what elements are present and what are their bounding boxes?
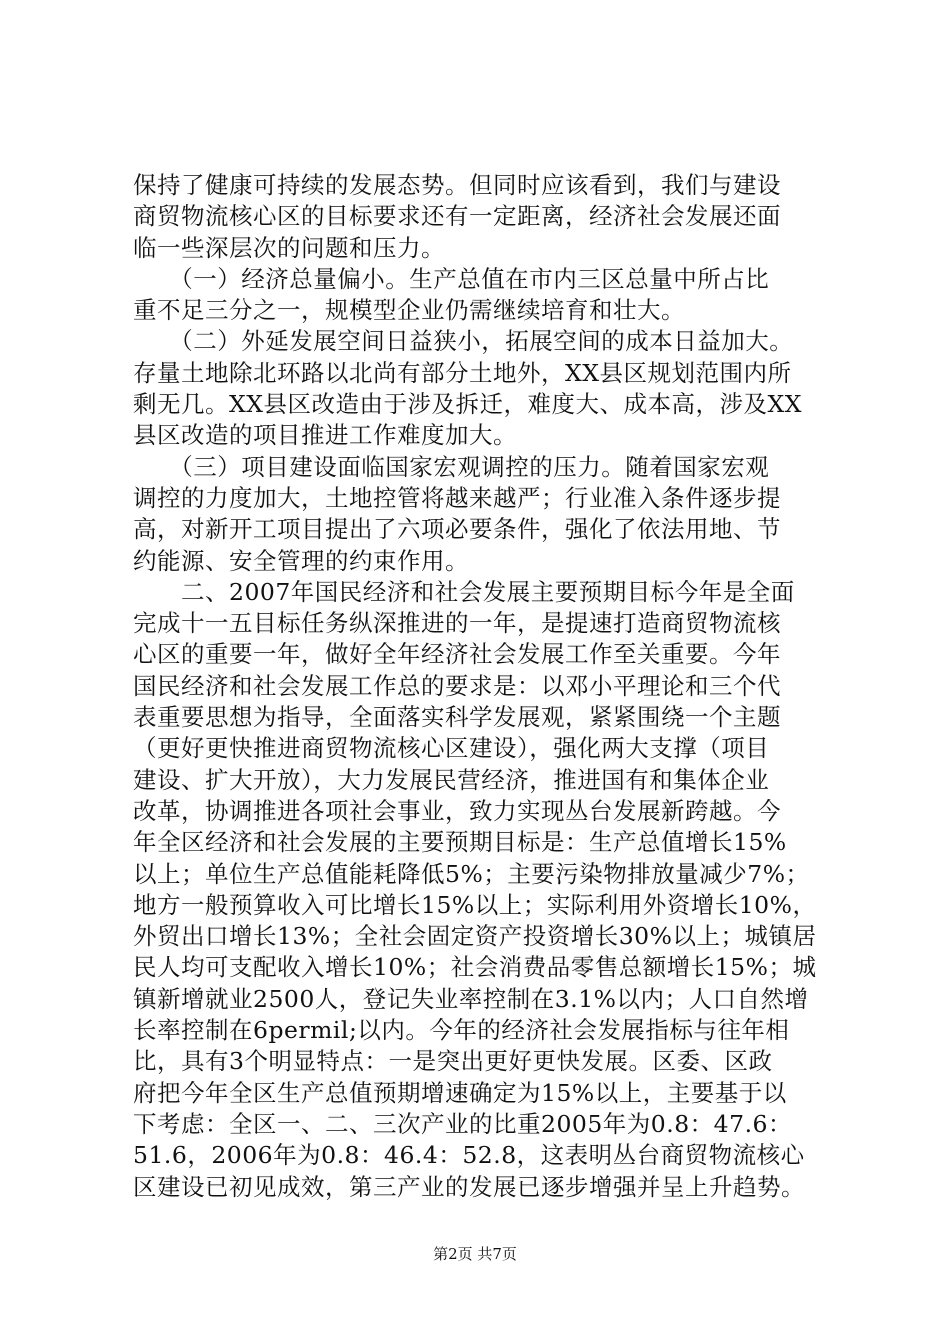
text-line: （一）经济总量偏小。生产总值在市内三区总量中所占比: [133, 264, 770, 293]
text-line: 建设、扩大开放），大力发展民营经济，推进国有和集体企业: [133, 765, 770, 794]
text-line: 国民经济和社会发展工作总的要求是：以邓小平理论和三个代: [133, 671, 781, 700]
text-line: 临一些深层次的问题和压力。: [133, 233, 445, 262]
text-line: 外贸出口增长13%；全社会固定资产投资增长30%以上；城镇居: [133, 922, 817, 951]
text-line: 商贸物流核心区的目标要求还有一定距离，经济社会发展还面: [133, 202, 781, 231]
text-line: 以上；单位生产总值能耗降低5%；主要污染物排放量减少7%；: [133, 859, 810, 888]
text-line: 长率控制在6permil;以内。今年的经济社会发展指标与往年相: [133, 1016, 790, 1045]
text-line: 51.6，2006年为0.8：46.4：52.8，这表明丛台商贸物流核心: [133, 1141, 805, 1170]
text-line: 重不足三分之一，规模型企业仍需继续培育和壮大。: [133, 296, 685, 325]
text-line: 调控的力度加大，土地控管将越来越严；行业准入条件逐步提: [133, 483, 781, 512]
document-body: [133, 170, 845, 1203]
text-line: 高，对新开工项目提出了六项必要条件，强化了依法用地、节: [133, 515, 781, 544]
text-line: 县区改造的项目推进工作难度加大。: [133, 421, 517, 450]
text-line: （三）项目建设面临国家宏观调控的压力。随着国家宏观: [133, 452, 770, 481]
text-line: 下考虑：全区一、二、三次产业的比重2005年为0.8：47.6：: [133, 1109, 793, 1138]
text-line: 府把今年全区生产总值预期增速确定为15%以上，主要基于以: [133, 1078, 787, 1107]
text-line: 心区的重要一年，做好全年经济社会发展工作至关重要。今年: [133, 640, 781, 669]
text-line: 存量土地除北环路以北尚有部分土地外，XX县区规划范围内所: [133, 358, 792, 387]
text-line: 改革，协调推进各项社会事业，致力实现丛台发展新跨越。今: [133, 796, 781, 825]
text-line: 完成十一五目标任务纵深推进的一年，是提速打造商贸物流核: [133, 609, 781, 638]
text-line: 保持了健康可持续的发展态势。但同时应该看到，我们与建设: [133, 171, 781, 199]
text-line: 年全区经济和社会发展的主要预期目标是：生产总值增长15%: [133, 828, 787, 857]
text-line: 镇新增就业2500人，登记失业率控制在3.1%以内；人口自然增: [133, 984, 809, 1013]
text-line: 区建设已初见成效，第三产业的发展已逐步增强并呈上升趋势。: [133, 1172, 805, 1201]
text-line: 表重要思想为指导，全面落实科学发展观，紧紧围绕一个主题: [133, 703, 781, 732]
text-line: 剩无几。XX县区改造由于涉及拆迁，难度大、成本高，涉及XX: [133, 390, 802, 419]
text-line: 民人均可支配收入增长10%；社会消费品零售总额增长15%；城: [133, 953, 817, 982]
text-line: （二）外延发展空间日益狭小，拓展空间的成本日益加大。: [133, 327, 794, 356]
text-line: 二、2007年国民经济和社会发展主要预期目标今年是全面: [133, 577, 795, 606]
text-line: 约能源、安全管理的约束作用。: [133, 546, 469, 575]
page-number-footer: 第2页 共7页: [433, 1245, 517, 1263]
text-line: 地方一般预算收入可比增长15%以上；实际利用外资增长10%，: [133, 890, 817, 919]
text-line: （更好更快推进商贸物流核心区建设），强化两大支撑（项目: [133, 734, 770, 763]
text-line: 比，具有3个明显特点：一是突出更好更快发展。区委、区政: [133, 1047, 773, 1076]
